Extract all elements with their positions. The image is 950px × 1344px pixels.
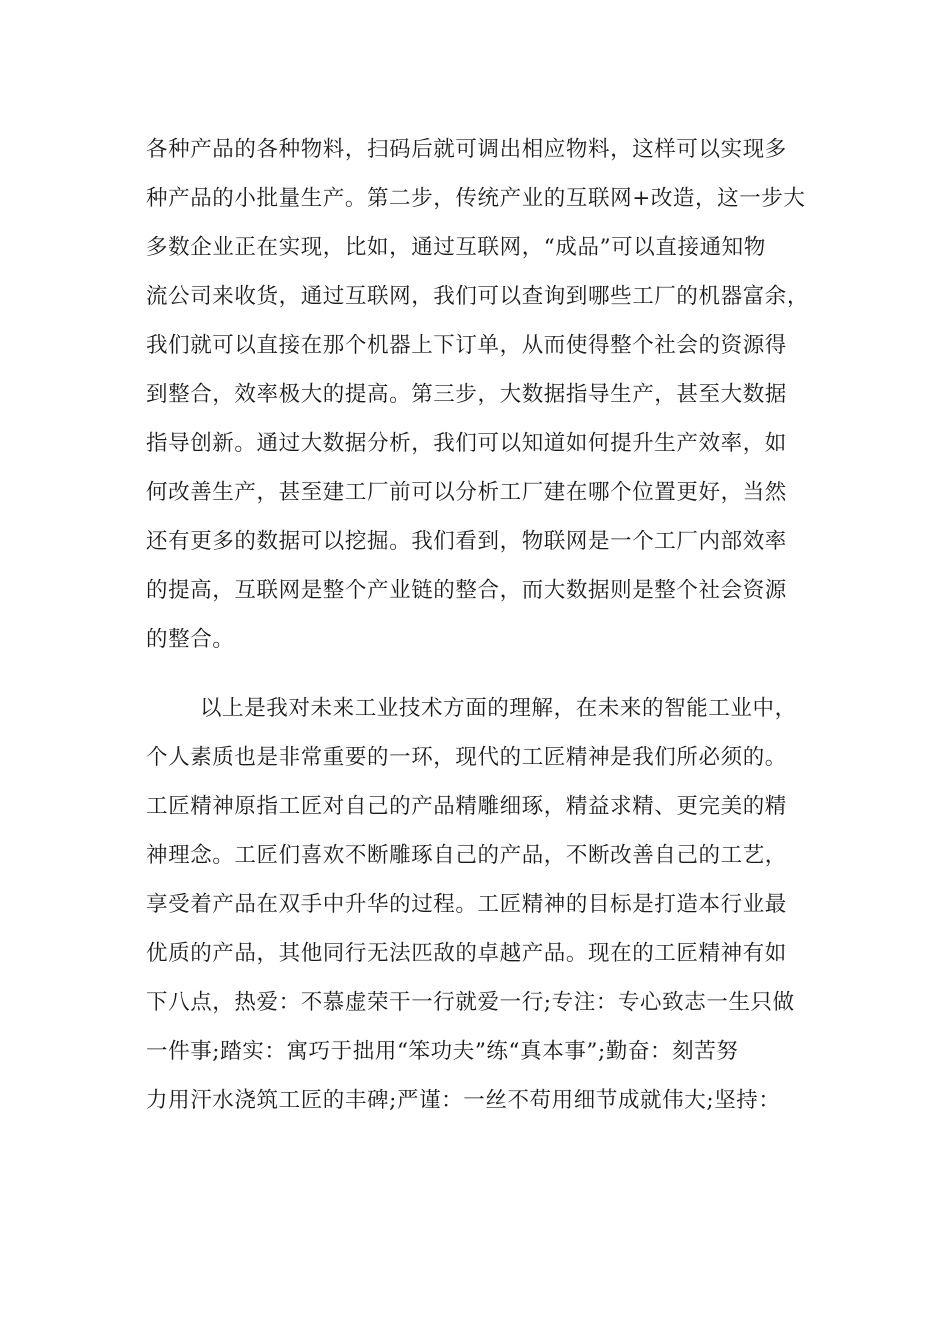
paragraph-1-line: 指导创新。通过大数据分析，我们可以知道如何提升生产效率，如	[146, 431, 787, 456]
paragraph-2-line: 工匠精神原指工匠对自己的产品精雕细琢，精益求精、更完美的精	[146, 794, 787, 819]
paragraph-1	[146, 130, 816, 670]
paragraph-1-line: 流公司来收货，通过互联网，我们可以查询到哪些工厂的机器富余，	[146, 284, 810, 309]
paragraph-1-line: 的提高，互联网是整个产业链的整合，而大数据则是整个社会资源	[146, 578, 787, 603]
paragraph-2-line: 享受着产品在双手中升华的过程。工匠精神的目标是打造本行业最	[146, 892, 787, 917]
paragraph-1-line: 各种产品的各种物料，扫码后就可调出相应物料，这样可以实现多	[146, 137, 787, 162]
paragraph-2-line: 以上是我对未来工业技术方面的理解，在未来的智能工业中，	[200, 696, 797, 721]
paragraph-1-line: 的整合。	[146, 627, 235, 652]
paragraph-1-line: 到整合，效率极大的提高。第三步，大数据指导生产，甚至大数据	[146, 382, 787, 407]
paragraph-2-line: 优质的产品，其他同行无法匹敌的卓越产品。现在的工匠精神有如	[146, 941, 787, 966]
paragraph-1-line: 我们就可以直接在那个机器上下订单，从而使得整个社会的资源得	[146, 333, 787, 358]
paragraph-1-line: 多数企业正在实现，比如，通过互联网，“成品”可以直接通知物	[146, 235, 766, 260]
paragraph-1-line: 种产品的小批量生产。第二步，传统产业的互联网+改造，这一步大	[146, 186, 806, 211]
paragraph-1-line: 何改善生产，甚至建工厂前可以分析工厂建在哪个位置更好，当然	[146, 480, 787, 505]
paragraph-2-line: 力用汗水浇筑工匠的丰碑;严谨：一丝不苟用细节成就伟大;坚持：	[146, 1088, 781, 1113]
paragraph-2-line: 下八点，热爱：不慕虚荣干一行就爱一行;专注：专心致志一生只做	[146, 990, 795, 1015]
paragraph-1-line: 还有更多的数据可以挖掘。我们看到，物联网是一个工厂内部效率	[146, 529, 787, 554]
paragraph-2-line: 个人素质也是非常重要的一环，现代的工匠精神是我们所必须的。	[146, 745, 787, 770]
paragraph-2-line: 一件事;踏实：寓巧于拙用“笨功夫”练“真本事”;勤奋：刻苦努	[146, 1039, 739, 1064]
paragraph-2-line: 神理念。工匠们喜欢不断雕琢自己的产品，不断改善自己的工艺，	[146, 843, 787, 868]
paragraph-2	[146, 689, 816, 1129]
